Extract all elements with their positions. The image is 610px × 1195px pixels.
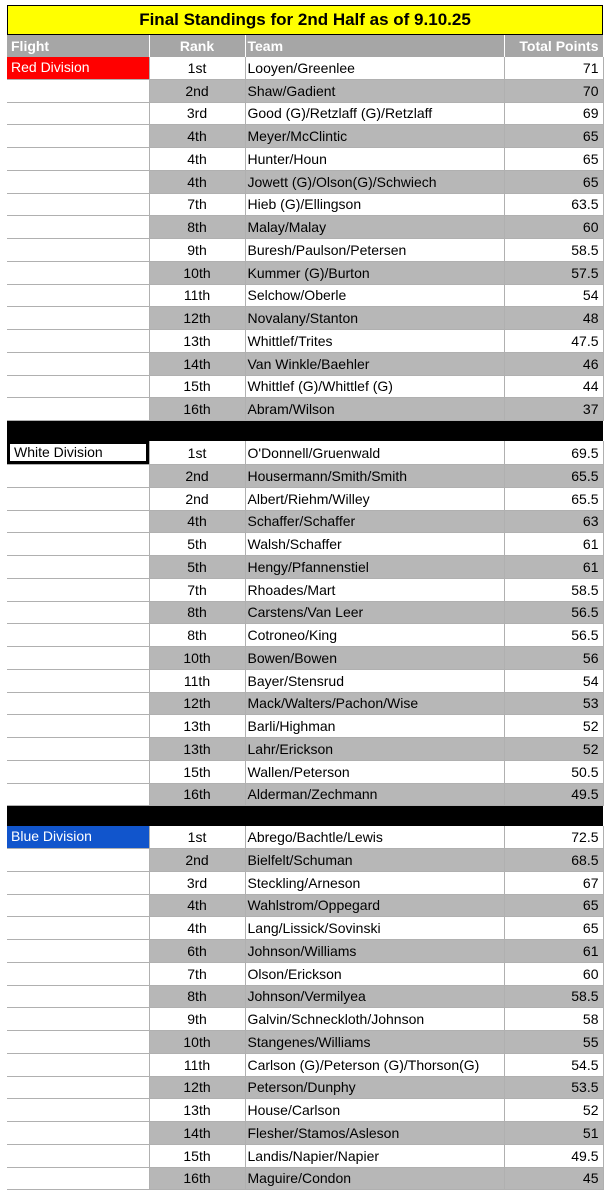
division-label: White Division: [7, 441, 149, 464]
rank-cell: 8th: [149, 601, 245, 624]
team-cell: Barli/Highman: [245, 715, 504, 738]
table-row: [7, 193, 603, 216]
team-cell: Meyer/McClintic: [245, 125, 504, 148]
team-cell: Van Winkle/Baehler: [245, 352, 504, 375]
points-cell: 61: [504, 556, 603, 579]
team-cell: Johnson/Vermilyea: [245, 985, 504, 1008]
rank-cell: 4th: [149, 917, 245, 940]
team-cell: Landis/Napier/Napier: [245, 1144, 504, 1167]
points-cell: 56.5: [504, 601, 603, 624]
points-cell: 48: [504, 307, 603, 330]
rank-cell: 2nd: [149, 79, 245, 102]
rank-cell: 10th: [149, 261, 245, 284]
table-row: [7, 669, 603, 692]
flight-cell: [7, 849, 149, 872]
table-row: [7, 715, 603, 738]
division-separator: [7, 806, 603, 827]
rank-cell: 3rd: [149, 871, 245, 894]
table-row: [7, 624, 603, 647]
team-cell: Galvin/Schneckloth/Johnson: [245, 1008, 504, 1031]
rank-cell: 15th: [149, 375, 245, 398]
rank-cell: 7th: [149, 578, 245, 601]
rank-cell: 13th: [149, 738, 245, 761]
rank-cell: 13th: [149, 330, 245, 353]
points-cell: 65: [504, 148, 603, 171]
points-cell: 58.5: [504, 239, 603, 262]
points-cell: 53: [504, 692, 603, 715]
table-row: [7, 1008, 603, 1031]
points-cell: 52: [504, 715, 603, 738]
flight-cell: [7, 57, 149, 79]
flight-cell: [7, 1053, 149, 1076]
points-cell: 54: [504, 669, 603, 692]
division-separator: [7, 421, 603, 442]
rank-cell: 15th: [149, 760, 245, 783]
flight-cell: [7, 533, 149, 556]
flight-cell: [7, 1008, 149, 1031]
rank-cell: 6th: [149, 940, 245, 963]
points-cell: 51: [504, 1122, 603, 1145]
team-cell: Steckling/Arneson: [245, 871, 504, 894]
header-flight: Flight: [7, 35, 149, 57]
flight-cell: [7, 510, 149, 533]
rank-cell: 4th: [149, 148, 245, 171]
flight-cell: [7, 669, 149, 692]
rank-cell: 9th: [149, 1008, 245, 1031]
table-row: [7, 148, 603, 171]
points-cell: 56: [504, 647, 603, 670]
rank-cell: 12th: [149, 1076, 245, 1099]
table-row: [7, 57, 603, 79]
team-cell: Mack/Walters/Pachon/Wise: [245, 692, 504, 715]
team-cell: Hengy/Pfannenstiel: [245, 556, 504, 579]
table-row: [7, 760, 603, 783]
flight-cell: [7, 487, 149, 510]
flight-cell: [7, 601, 149, 624]
table-row: [7, 465, 603, 488]
team-cell: Shaw/Gadient: [245, 79, 504, 102]
flight-cell: [7, 148, 149, 171]
team-cell: Jowett (G)/Olson(G)/Schwiech: [245, 170, 504, 193]
table-row: [7, 352, 603, 375]
division-label: Blue Division: [7, 826, 149, 848]
table-row: [7, 330, 603, 353]
table-row: [7, 307, 603, 330]
points-cell: 52: [504, 738, 603, 761]
rank-cell: 11th: [149, 669, 245, 692]
flight-cell: [7, 578, 149, 601]
sheet-title: Final Standings for 2nd Half as of 9.10.25: [7, 5, 603, 35]
rank-cell: 13th: [149, 715, 245, 738]
team-cell: Abrego/Bachtle/Lewis: [245, 826, 504, 848]
flight-cell: [7, 1031, 149, 1054]
flight-cell: [7, 624, 149, 647]
points-cell: 67: [504, 871, 603, 894]
points-cell: 49.5: [504, 1144, 603, 1167]
points-cell: 44: [504, 375, 603, 398]
table-row: [7, 556, 603, 579]
rank-cell: 8th: [149, 216, 245, 239]
rank-cell: 12th: [149, 307, 245, 330]
team-cell: Peterson/Dunphy: [245, 1076, 504, 1099]
flight-cell: [7, 1167, 149, 1190]
rank-cell: 8th: [149, 624, 245, 647]
rank-cell: 2nd: [149, 487, 245, 510]
table-row: [7, 170, 603, 193]
flight-cell: [7, 79, 149, 102]
table-row: [7, 962, 603, 985]
points-cell: 37: [504, 398, 603, 421]
flight-cell: [7, 375, 149, 398]
flight-cell: [7, 441, 149, 465]
rank-cell: 14th: [149, 352, 245, 375]
points-cell: 72.5: [504, 826, 603, 848]
table-row: [7, 1167, 603, 1190]
team-cell: Kummer (G)/Burton: [245, 261, 504, 284]
team-cell: Novalany/Stanton: [245, 307, 504, 330]
team-cell: Abram/Wilson: [245, 398, 504, 421]
table-row: [7, 1053, 603, 1076]
rank-cell: 11th: [149, 284, 245, 307]
table-row: [7, 1099, 603, 1122]
flight-cell: [7, 216, 149, 239]
rank-cell: 1st: [149, 57, 245, 79]
rank-cell: 4th: [149, 894, 245, 917]
flight-cell: [7, 261, 149, 284]
points-cell: 49.5: [504, 783, 603, 806]
table-row: [7, 261, 603, 284]
table-row: [7, 647, 603, 670]
rank-cell: 12th: [149, 692, 245, 715]
rank-cell: 10th: [149, 647, 245, 670]
table-row: [7, 375, 603, 398]
points-cell: 65.5: [504, 465, 603, 488]
rank-cell: 16th: [149, 398, 245, 421]
rank-cell: 11th: [149, 1053, 245, 1076]
flight-cell: [7, 102, 149, 125]
team-cell: Wahlstrom/Oppegard: [245, 894, 504, 917]
rank-cell: 16th: [149, 1167, 245, 1190]
team-cell: Whittlef/Trites: [245, 330, 504, 353]
flight-cell: [7, 239, 149, 262]
points-cell: 61: [504, 533, 603, 556]
flight-cell: [7, 940, 149, 963]
points-cell: 63.5: [504, 193, 603, 216]
rank-cell: 9th: [149, 239, 245, 262]
flight-cell: [7, 307, 149, 330]
table-row: [7, 1122, 603, 1145]
table-row: [7, 849, 603, 872]
team-cell: Carlson (G)/Peterson (G)/Thorson(G): [245, 1053, 504, 1076]
table-row: [7, 1144, 603, 1167]
flight-cell: [7, 125, 149, 148]
flight-cell: [7, 1099, 149, 1122]
points-cell: 47.5: [504, 330, 603, 353]
points-cell: 53.5: [504, 1076, 603, 1099]
table-row: [7, 79, 603, 102]
team-cell: Cotroneo/King: [245, 624, 504, 647]
points-cell: 50.5: [504, 760, 603, 783]
team-cell: Olson/Erickson: [245, 962, 504, 985]
team-cell: Albert/Riehm/Willey: [245, 487, 504, 510]
table-row: [7, 601, 603, 624]
flight-cell: [7, 692, 149, 715]
rank-cell: 4th: [149, 510, 245, 533]
rank-cell: 2nd: [149, 849, 245, 872]
standings-table: [7, 35, 604, 1190]
table-row: [7, 1076, 603, 1099]
table-row: [7, 398, 603, 421]
flight-cell: [7, 556, 149, 579]
team-cell: Hieb (G)/Ellingson: [245, 193, 504, 216]
rank-cell: 15th: [149, 1144, 245, 1167]
rank-cell: 1st: [149, 826, 245, 848]
team-cell: Walsh/Schaffer: [245, 533, 504, 556]
points-cell: 52: [504, 1099, 603, 1122]
team-cell: Maguire/Condon: [245, 1167, 504, 1190]
header-row: [7, 35, 603, 57]
flight-cell: [7, 1122, 149, 1145]
points-cell: 65: [504, 170, 603, 193]
team-cell: Wallen/Peterson: [245, 760, 504, 783]
points-cell: 65: [504, 125, 603, 148]
team-cell: Housermann/Smith/Smith: [245, 465, 504, 488]
points-cell: 58.5: [504, 985, 603, 1008]
rank-cell: 16th: [149, 783, 245, 806]
rank-cell: 7th: [149, 962, 245, 985]
table-row: [7, 692, 603, 715]
table-row: [7, 216, 603, 239]
team-cell: Lang/Lissick/Sovinski: [245, 917, 504, 940]
table-row: [7, 510, 603, 533]
team-cell: O'Donnell/Gruenwald: [245, 441, 504, 465]
team-cell: Bielfelt/Schuman: [245, 849, 504, 872]
team-cell: Selchow/Oberle: [245, 284, 504, 307]
points-cell: 69.5: [504, 441, 603, 465]
standings-sheet: [7, 5, 603, 1190]
flight-cell: [7, 1144, 149, 1167]
flight-cell: [7, 465, 149, 488]
points-cell: 63: [504, 510, 603, 533]
points-cell: 71: [504, 57, 603, 79]
points-cell: 55: [504, 1031, 603, 1054]
table-row: [7, 102, 603, 125]
points-cell: 58: [504, 1008, 603, 1031]
team-cell: Stangenes/Williams: [245, 1031, 504, 1054]
team-cell: Bayer/Stensrud: [245, 669, 504, 692]
points-cell: 54: [504, 284, 603, 307]
flight-cell: [7, 193, 149, 216]
team-cell: Lahr/Erickson: [245, 738, 504, 761]
points-cell: 65: [504, 917, 603, 940]
team-cell: Looyen/Greenlee: [245, 57, 504, 79]
rank-cell: 1st: [149, 441, 245, 465]
points-cell: 45: [504, 1167, 603, 1190]
flight-cell: [7, 760, 149, 783]
points-cell: 65: [504, 894, 603, 917]
points-cell: 70: [504, 79, 603, 102]
flight-cell: [7, 894, 149, 917]
rank-cell: 2nd: [149, 465, 245, 488]
points-cell: 58.5: [504, 578, 603, 601]
flight-cell: [7, 352, 149, 375]
table-row: [7, 826, 603, 848]
points-cell: 46: [504, 352, 603, 375]
header-points: Total Points: [504, 35, 603, 57]
table-row: [7, 783, 603, 806]
table-row: [7, 871, 603, 894]
flight-cell: [7, 985, 149, 1008]
rank-cell: 4th: [149, 125, 245, 148]
team-cell: Bowen/Bowen: [245, 647, 504, 670]
header-team: Team: [245, 35, 504, 57]
table-row: [7, 284, 603, 307]
flight-cell: [7, 284, 149, 307]
flight-cell: [7, 330, 149, 353]
team-cell: Hunter/Houn: [245, 148, 504, 171]
points-cell: 69: [504, 102, 603, 125]
table-row: [7, 533, 603, 556]
rank-cell: 14th: [149, 1122, 245, 1145]
rank-cell: 5th: [149, 533, 245, 556]
rank-cell: 8th: [149, 985, 245, 1008]
points-cell: 54.5: [504, 1053, 603, 1076]
points-cell: 68.5: [504, 849, 603, 872]
flight-cell: [7, 738, 149, 761]
team-cell: Buresh/Paulson/Petersen: [245, 239, 504, 262]
table-row: [7, 985, 603, 1008]
team-cell: Rhoades/Mart: [245, 578, 504, 601]
rank-cell: 4th: [149, 170, 245, 193]
header-rank: Rank: [149, 35, 245, 57]
table-row: [7, 578, 603, 601]
team-cell: Carstens/Van Leer: [245, 601, 504, 624]
flight-cell: [7, 783, 149, 806]
rank-cell: 3rd: [149, 102, 245, 125]
table-row: [7, 487, 603, 510]
standings-body: [7, 57, 603, 1190]
table-row: [7, 738, 603, 761]
flight-cell: [7, 647, 149, 670]
division-label: Red Division: [7, 57, 149, 79]
table-row: [7, 441, 603, 465]
table-row: [7, 239, 603, 262]
team-cell: Schaffer/Schaffer: [245, 510, 504, 533]
team-cell: House/Carlson: [245, 1099, 504, 1122]
flight-cell: [7, 826, 149, 848]
flight-cell: [7, 871, 149, 894]
points-cell: 57.5: [504, 261, 603, 284]
table-row: [7, 125, 603, 148]
team-cell: Malay/Malay: [245, 216, 504, 239]
team-cell: Alderman/Zechmann: [245, 783, 504, 806]
team-cell: Flesher/Stamos/Asleson: [245, 1122, 504, 1145]
flight-cell: [7, 917, 149, 940]
table-row: [7, 940, 603, 963]
points-cell: 60: [504, 216, 603, 239]
team-cell: Whittlef (G)/Whittlef (G): [245, 375, 504, 398]
rank-cell: 10th: [149, 1031, 245, 1054]
points-cell: 56.5: [504, 624, 603, 647]
table-row: [7, 917, 603, 940]
flight-cell: [7, 398, 149, 421]
table-row: [7, 894, 603, 917]
table-row: [7, 1031, 603, 1054]
team-cell: Good (G)/Retzlaff (G)/Retzlaff: [245, 102, 504, 125]
flight-cell: [7, 962, 149, 985]
rank-cell: 5th: [149, 556, 245, 579]
points-cell: 61: [504, 940, 603, 963]
points-cell: 65.5: [504, 487, 603, 510]
flight-cell: [7, 1076, 149, 1099]
team-cell: Johnson/Williams: [245, 940, 504, 963]
flight-cell: [7, 715, 149, 738]
points-cell: 60: [504, 962, 603, 985]
rank-cell: 7th: [149, 193, 245, 216]
flight-cell: [7, 170, 149, 193]
rank-cell: 13th: [149, 1099, 245, 1122]
